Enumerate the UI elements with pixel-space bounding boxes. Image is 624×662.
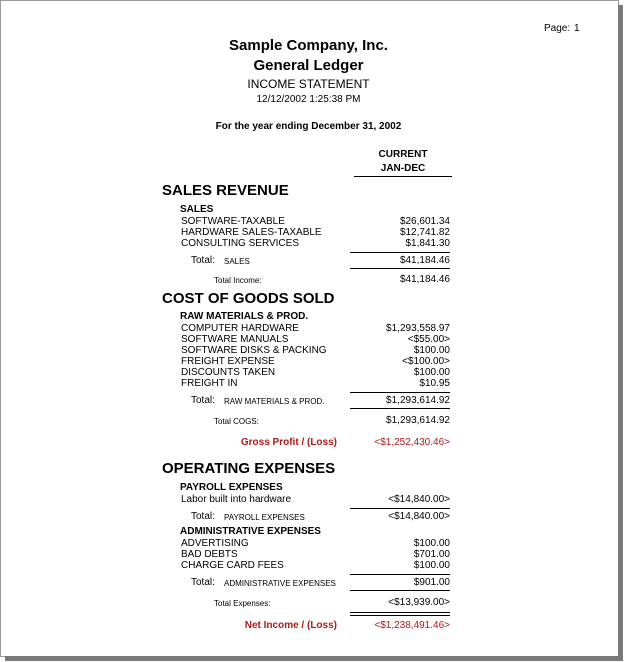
gross-profit-value: <$1,252,430.46> bbox=[374, 437, 450, 448]
line-item-label: CHARGE CARD FEES bbox=[181, 560, 284, 571]
subtotal-value: $41,184.46 bbox=[399, 255, 450, 266]
line-item-value: <$14,840.00> bbox=[388, 494, 450, 505]
page-label: Page: bbox=[544, 23, 571, 34]
report-timestamp: 12/12/2002 1:25:38 PM bbox=[256, 94, 361, 105]
column-header-current: CURRENT bbox=[378, 149, 428, 160]
column-header-rule bbox=[354, 176, 452, 177]
group-payroll-expenses: PAYROLL EXPENSES bbox=[180, 482, 283, 493]
line-item-value: $12,741.82 bbox=[399, 227, 450, 238]
subtotal-label: Total: bbox=[191, 577, 215, 588]
line-item-value: $100.00 bbox=[413, 560, 450, 571]
column-header-period: JAN-DEC bbox=[380, 163, 426, 174]
line-item-label: COMPUTER HARDWARE bbox=[181, 323, 299, 334]
total-expenses-value: <$13,939.00> bbox=[388, 597, 450, 608]
total-income-value: $41,184.46 bbox=[399, 274, 450, 285]
line-item-label: HARDWARE SALES-TAXABLE bbox=[181, 227, 322, 238]
net-income-label: Net Income / (Loss) bbox=[244, 620, 337, 631]
line-item-label: DISCOUNTS TAKEN bbox=[181, 367, 276, 378]
line-item-label: BAD DEBTS bbox=[181, 549, 238, 560]
subtotal-value: $901.00 bbox=[413, 577, 450, 588]
report-period: For the year ending December 31, 2002 bbox=[215, 121, 402, 132]
group-sales: SALES bbox=[180, 204, 214, 215]
total-income-label: Total Income: bbox=[214, 276, 262, 285]
subtotal-rule bbox=[350, 392, 450, 393]
line-item-value: <$55.00> bbox=[407, 334, 450, 345]
report-title: General Ledger bbox=[253, 57, 364, 74]
statement-title: INCOME STATEMENT bbox=[247, 77, 370, 91]
subtotal-rule bbox=[350, 508, 450, 509]
line-item-value: $1,293,558.97 bbox=[386, 323, 450, 334]
page-shadow-bottom bbox=[5, 656, 623, 661]
line-item-value: $1,841.30 bbox=[405, 238, 450, 249]
subtotal-underline bbox=[350, 590, 450, 591]
line-item-value: $26,601.34 bbox=[399, 216, 450, 227]
gross-profit-label: Gross Profit / (Loss) bbox=[240, 437, 337, 448]
subtotal-name: PAYROLL EXPENSES bbox=[224, 513, 305, 522]
group-administrative-expenses: ADMINISTRATIVE EXPENSES bbox=[180, 526, 321, 537]
subtotal-name: RAW MATERIALS & PROD. bbox=[224, 397, 325, 406]
net-income-value: <$1,238,491.46> bbox=[374, 620, 450, 631]
subtotal-rule bbox=[350, 252, 450, 253]
section-sales-revenue: SALES REVENUE bbox=[162, 182, 289, 199]
line-item-value: $100.00 bbox=[413, 538, 450, 549]
section-operating-expenses: OPERATING EXPENSES bbox=[162, 460, 336, 477]
line-item-value: $701.00 bbox=[413, 549, 450, 560]
group-raw-materials: RAW MATERIALS & PROD. bbox=[180, 311, 309, 322]
subtotal-value: <$14,840.00> bbox=[388, 511, 450, 522]
line-item-label: ADVERTISING bbox=[181, 538, 249, 549]
line-item-label: SOFTWARE-TAXABLE bbox=[181, 216, 285, 227]
line-item-value: <$100.00> bbox=[402, 356, 450, 367]
line-item-label: SOFTWARE MANUALS bbox=[181, 334, 289, 345]
line-item-value: $100.00 bbox=[413, 345, 450, 356]
line-item-label: SOFTWARE DISKS & PACKING bbox=[181, 345, 327, 356]
section-cogs: COST OF GOODS SOLD bbox=[162, 290, 335, 307]
subtotal-underline bbox=[350, 408, 450, 409]
line-item-label: CONSULTING SERVICES bbox=[181, 238, 299, 249]
subtotal-underline bbox=[350, 268, 450, 269]
total-cogs-value: $1,293,614.92 bbox=[386, 415, 450, 426]
total-double-rule bbox=[350, 612, 450, 616]
subtotal-name: ADMINISTRATIVE EXPENSES bbox=[224, 579, 336, 588]
line-item-value: $100.00 bbox=[413, 367, 450, 378]
subtotal-label: Total: bbox=[191, 255, 215, 266]
line-item-label: FREIGHT EXPENSE bbox=[181, 356, 275, 367]
page-shadow-right bbox=[618, 5, 623, 660]
page-number: 1 bbox=[574, 23, 580, 34]
subtotal-value: $1,293,614.92 bbox=[386, 395, 450, 406]
subtotal-label: Total: bbox=[191, 395, 215, 406]
total-cogs-label: Total COGS: bbox=[214, 417, 259, 426]
line-item-value: $10.95 bbox=[419, 378, 450, 389]
subtotal-name: SALES bbox=[224, 257, 250, 266]
total-expenses-label: Total Expenses: bbox=[214, 599, 271, 608]
subtotal-label: Total: bbox=[191, 511, 215, 522]
company-name: Sample Company, Inc. bbox=[229, 37, 388, 54]
line-item-label: FREIGHT IN bbox=[181, 378, 238, 389]
line-item-label: Labor built into hardware bbox=[181, 494, 292, 505]
subtotal-rule bbox=[350, 574, 450, 575]
